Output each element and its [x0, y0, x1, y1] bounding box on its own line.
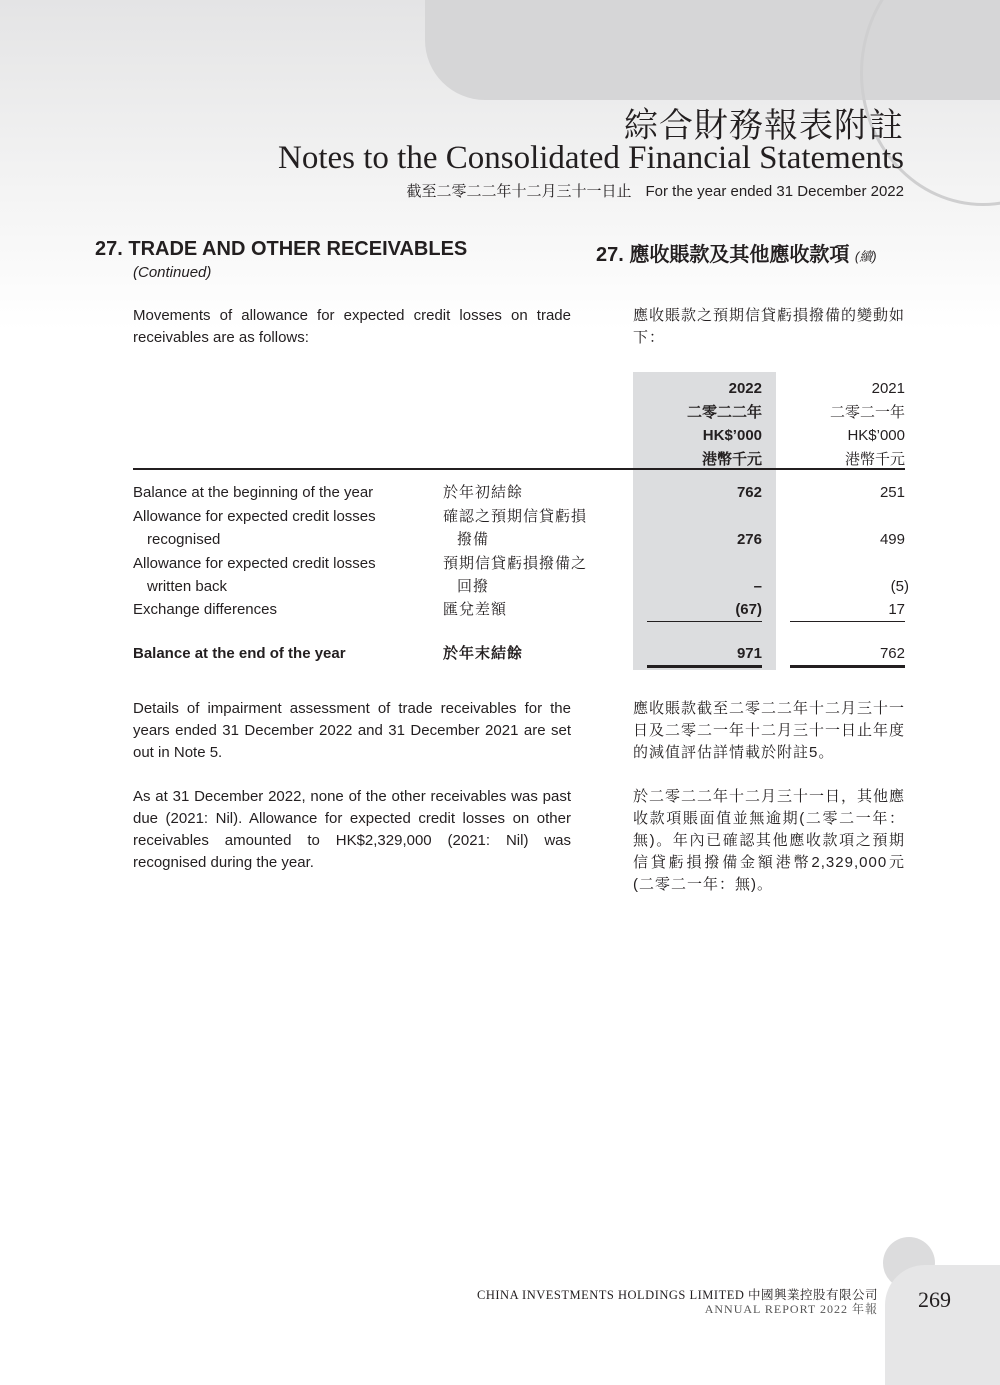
subtotal-rule-2021: [790, 621, 905, 622]
value-2022: –: [753, 578, 762, 595]
value-2022: 276: [736, 531, 762, 548]
column-header-2021: [775, 377, 905, 471]
section-continued-en: (Continued): [133, 264, 212, 281]
footer-decor-shape: [885, 1265, 1000, 1385]
value-2021: 251: [879, 484, 905, 501]
total-value-2021: 762: [879, 645, 905, 662]
row-label-cn: 匯兌差額: [443, 601, 508, 618]
value-2021: 499: [879, 531, 905, 548]
period-subtitle: [406, 180, 904, 201]
total-label-en: Balance at the end of the year: [133, 645, 346, 662]
total-rule-2022: [647, 665, 762, 668]
row-label-en: Balance at the beginning of the year: [133, 484, 374, 501]
column-header-2022: [632, 377, 762, 471]
row-label-cn: 確認之預期信貸虧損: [443, 508, 588, 525]
value-2021: 17: [888, 601, 905, 618]
row-label-cn-cont: 撥備: [457, 531, 490, 548]
row-label-en: Allowance for expected credit losses: [133, 508, 376, 525]
page-title-en: Notes to the Consolidated Financial Statements: [278, 140, 904, 176]
row-label-cn-cont: 回撥: [457, 578, 490, 595]
other-receivables-paragraph-cn: 於二零二二年十二月三十一日，其他應收款項賬面值並無逾期(二零二一年：無)。年內已確認其他應收款項之預期信貸虧損撥備金額港幣2,329,000元(二零二一年：無)。: [633, 788, 906, 893]
row-label-en: Allowance for expected credit losses: [133, 555, 376, 572]
value-2022: (67): [735, 601, 762, 618]
section-heading-cn: [596, 238, 877, 267]
row-label-en: Exchange differences: [133, 601, 277, 618]
subtotal-rule-2022: [647, 621, 762, 622]
row-label-en-cont: recognised: [147, 531, 221, 548]
value-2021: (5): [890, 578, 909, 595]
total-rule-2021: [790, 665, 905, 668]
section-continued-cn: (續): [854, 249, 877, 264]
column-year-cn: 二零二二年: [686, 403, 762, 421]
row-label-cn: 於年初結餘: [443, 484, 524, 501]
table-header-rule: [133, 468, 905, 470]
total-value-2022: 971: [736, 645, 762, 662]
total-label-cn: 於年末結餘: [443, 645, 524, 662]
page-title-cn: 綜合財務報表附註: [624, 106, 904, 146]
column-year-cn: 二零二一年: [829, 403, 905, 421]
row-label-cn: 預期信貸虧損撥備之: [443, 555, 588, 572]
column-year: 2021: [871, 380, 905, 397]
footer-report-title: ANNUAL REPORT 2022 年報: [704, 1302, 878, 1316]
column-unit-cn: 港幣千元: [701, 450, 762, 468]
period-en: For the year ended 31 December 2022: [645, 183, 904, 200]
impairment-paragraph-en: Details of impairment assessment of trade receivables for the years ended 31 December 2022 and 31 December 2021 are set out in Note 5.: [133, 700, 571, 761]
intro-paragraph-cn: 應收賬款之預期信貸虧損撥備的變動如下：: [633, 307, 906, 346]
intro-paragraph-en: Movements of allowance for expected credit losses on trade receivables are as follows:: [133, 307, 571, 346]
period-cn: 截至二零二二年十二月三十一日止: [406, 183, 632, 200]
column-unit: HK$’000: [702, 427, 762, 444]
other-receivables-paragraph-en: As at 31 December 2022, none of the other receivables was past due (2021: Nil). Allowance for expected credit losses on other receivables amounted to HK$2,329,000 (2021: Nil) was recognised during the year.: [133, 788, 571, 871]
column-unit: HK$’000: [847, 427, 905, 444]
row-label-en-cont: written back: [147, 578, 228, 595]
column-year: 2022: [728, 380, 762, 397]
section-heading-cn-text: 27. 應收賬款及其他應收款項: [596, 244, 850, 266]
impairment-paragraph-cn: 應收賬款截至二零二二年十二月三十一日及二零二一年十二月三十一日止年度的減值評估詳情載於附註5。: [633, 700, 906, 761]
page-number: 269: [918, 1287, 951, 1312]
column-unit-cn: 港幣千元: [844, 450, 905, 468]
footer-company-name: CHINA INVESTMENTS HOLDINGS LIMITED 中國興業控股有限公司: [477, 1288, 878, 1302]
value-2022: 762: [736, 484, 762, 501]
section-heading-en: 27. TRADE AND OTHER RECEIVABLES: [95, 238, 468, 260]
